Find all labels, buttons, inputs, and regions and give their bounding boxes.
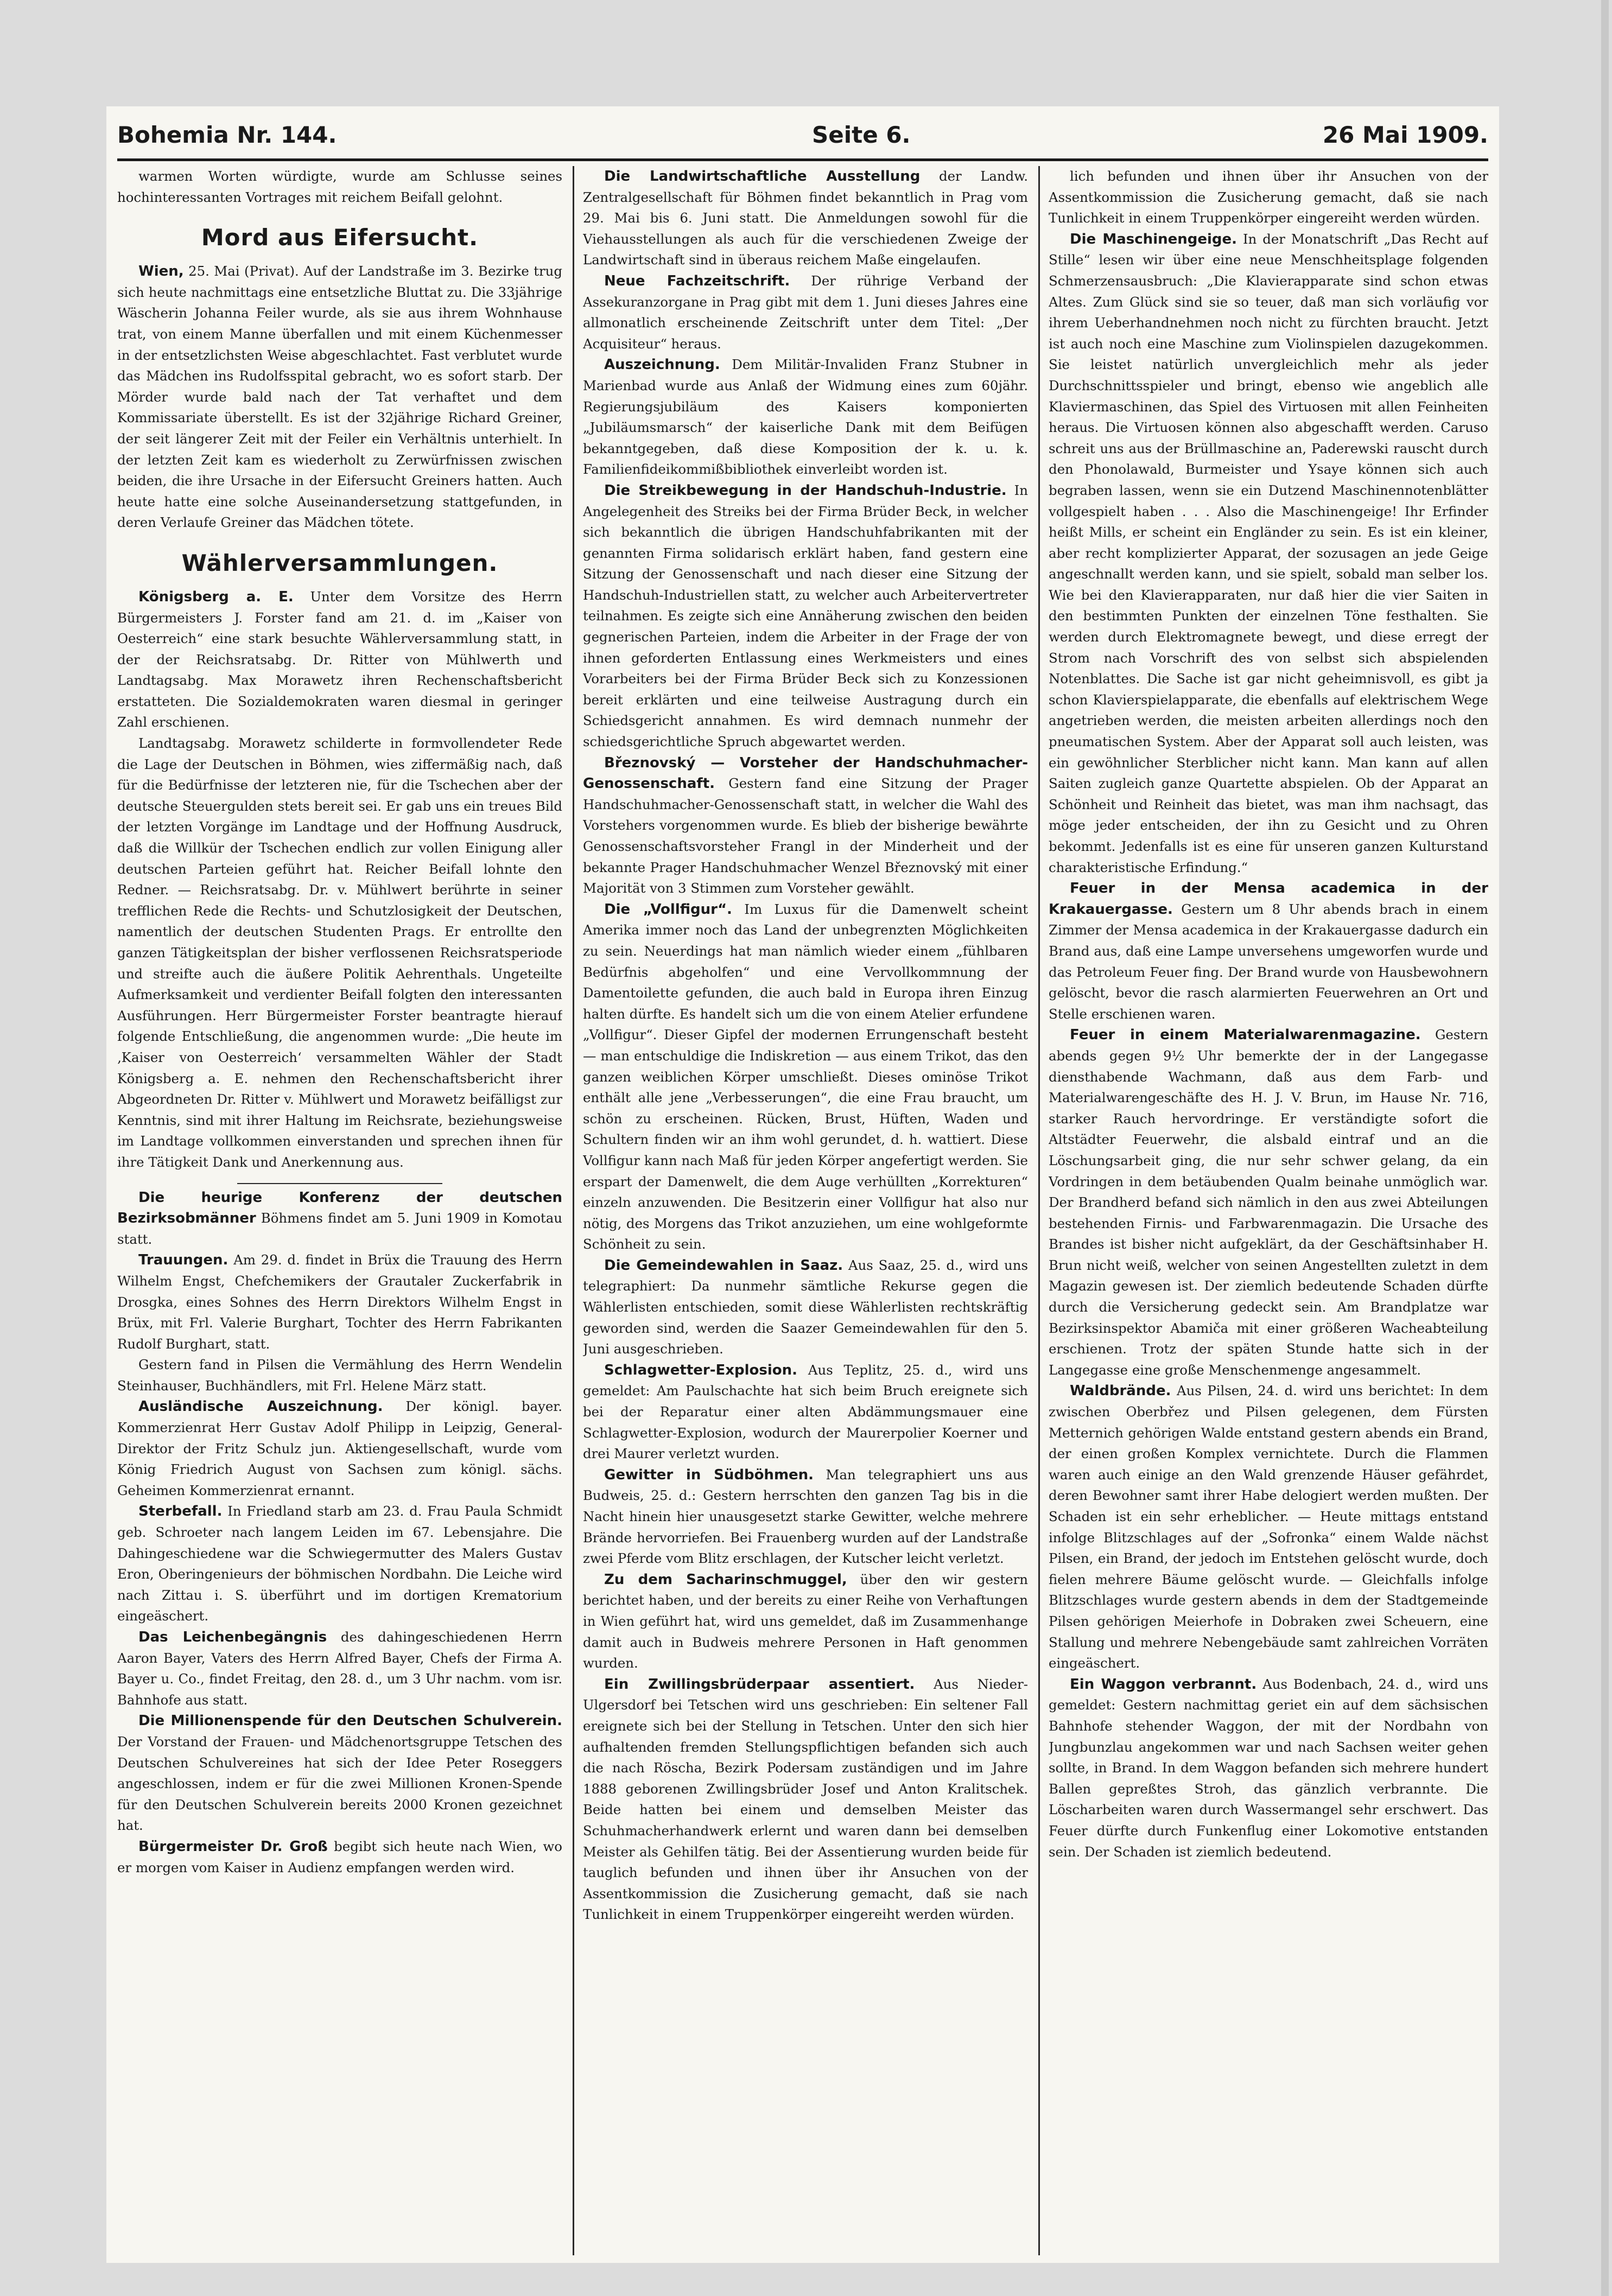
article-paragraph bbox=[1049, 229, 1488, 878]
article-headline: Bürgermeister Dr. Groß bbox=[138, 1838, 328, 1855]
article-paragraph bbox=[583, 1465, 1028, 1569]
newspaper-page bbox=[106, 106, 1499, 2263]
article-body: Aus Bodenbach, 24. d., wird uns gemeldet: Gestern nachmittag geriet ein auf dem sächsischen Bahnhofe stehender Waggon, der mit der Nordbahn von Jungbunzlau angekommen war und nach Sachsen weiter gehen sollte, in Brand. In dem Waggon befanden sich mehrere hundert Ballen gepreßtes Stroh, das gänzlich verbrannte. Die Löscharbeiten waren durch Wassermangel sehr erschwert. Das Feuer dürfte durch Funkenflug einer Lokomotive entstanden sein. Der Schaden ist ziemlich bedeutend. bbox=[1049, 1676, 1488, 1860]
article-paragraph bbox=[1049, 1381, 1488, 1674]
article-body: des dahingeschiedenen Herrn Aaron Bayer, Vaters des Herrn Alfred Bayer, Chefs der Firma A. Bayer u. Co., findet Freitag, den 28. d., um 3 Uhr nachm. vom isr. Bahnhofe aus statt. bbox=[117, 1629, 562, 1708]
section-heading: Wählerversammlungen. bbox=[181, 549, 498, 576]
article-paragraph bbox=[583, 166, 1028, 271]
article-headline: Ein Zwillingsbrüderpaar assentiert. bbox=[604, 1676, 915, 1693]
article-paragraph bbox=[117, 1354, 562, 1396]
article-headline: Gewitter in Südböhmen. bbox=[604, 1466, 814, 1483]
article-body: In Angelegenheit des Streiks bei der Firma Brüder Beck, in welcher sich bekanntlich die übrigen Handschuhfabrikanten mit der genannten Firma solidarisch erklärt haben, fand gestern eine Sitzung der Genossenschaft und nach dieser eine Sitzung der Handschuh-Industriellen statt, zu welcher auch Arbeitervertreter teilnahmen. Es zeigte sich eine Annäherung zwischen den beiden gegnerischen Parteien, indem die Arbeiter in der Frage der von ihnen geforderten Entlassung eines Werkmeisters und eines Vorarbeiters bei der Firma Brüder Beck sich zu Konzessionen bereit erklärten und eine teilweise Austragung durch ein Schiedsgericht annahmen. Es wird demnach nunmehr der schiedsgerichtliche Spruch abgewartet werden. bbox=[583, 482, 1028, 750]
article-paragraph bbox=[117, 587, 562, 733]
column-divider bbox=[1038, 166, 1040, 2255]
article-headline: Waldbrände. bbox=[1070, 1383, 1171, 1400]
article-body: Aus Pilsen, 24. d. wird uns berichtet: In dem zwischen Oberbřez und Pilsen gelegenen, dem Fürsten Metternich gehörigen Walde entstand gestern abends ein Brand, der einen großen Komplex vernichtete. Durch die Flammen waren auch einige an den Wald grenzende Häuser gefährdet, deren Bewohner samt ihrer Habe delogiert werden mußten. Der Schaden ist ein sehr erheblicher. — Heute mittags entstand infolge Blitzschlages auf der „Sofronka“ einem Walde nächst Pilsen, ein Brand, der jedoch im Entstehen gelöscht wurde, doch fielen mehrere Bäume gelöscht wurde. — Gleichfalls infolge Blitzschlages wurde gestern abends in dem der Stadtgemeinde Pilsen gehörigen Meierhofe in Dobraken zwei Scheuern, eine Stallung und mehrere Nebengebäude samt zahlreichen Vorräten eingeäschert. bbox=[1049, 1383, 1488, 1671]
article-headline: Zu dem Sacharinschmuggel, bbox=[604, 1571, 847, 1588]
article-body: Aus Saaz, 25. d., wird uns telegraphiert: Da nunmehr sämtliche Rekurse gegen die Wählerlisten entschieden, somit diese Wählerlisten rechtskräftig geworden sind, werden die Saazer Gemeindewahlen für den 5. Juni ausgeschrieben. bbox=[583, 1257, 1028, 1357]
article-headline: Die Gemeindewahlen in Saaz. bbox=[604, 1257, 843, 1274]
column-divider bbox=[573, 166, 574, 2255]
article-body: der Landw. Zentralgesellschaft für Böhmen findet bekanntlich in Prag vom 29. Mai bis 6. Juni statt. Die Anmeldungen sowohl für die Viehausstellungen als auch für die verschiedenen Zweige der Landwirtschaft sind in überaus reichem Maße eingelaufen. bbox=[583, 168, 1028, 268]
article-headline: Ein Waggon verbrannt. bbox=[1070, 1676, 1257, 1693]
article-paragraph bbox=[1049, 166, 1488, 229]
article-paragraph bbox=[1049, 878, 1488, 1025]
article-paragraph bbox=[1049, 1025, 1488, 1381]
article-headline: Auszeichnung. bbox=[604, 357, 720, 373]
page-number: Seite 6. bbox=[812, 122, 911, 148]
article-paragraph bbox=[117, 261, 562, 533]
article-body: Böhmens findet am 5. Juni 1909 in Komotau statt. bbox=[117, 1210, 562, 1247]
article-paragraph bbox=[583, 1360, 1028, 1465]
article-body: Der rührige Verband der Assekuranzorgane in Prag gibt mit dem 1. Juni dieses Jahres eine allmonatlich erscheinende Zeitschrift unter dem Titel: „Der Acquisiteur“ heraus. bbox=[583, 272, 1028, 352]
article-headline: Die Millionenspende für den Deutschen Schulverein. bbox=[138, 1713, 562, 1729]
article-paragraph bbox=[583, 1569, 1028, 1674]
article-paragraph bbox=[583, 1255, 1028, 1360]
article-headline: Neue Fachzeitschrift. bbox=[604, 272, 790, 289]
article-body: warmen Worten würdigte, wurde am Schlusse seines hochinteressanten Vortrages mit reichem Beifall gelohnt. bbox=[117, 168, 562, 205]
article-body: Unter dem Vorsitze des Herrn Bürgermeisters J. Forster fand am 21. d. im „Kaiser von Oesterreich“ eine stark besuchte Wählerversammlung statt, in der der Reichsratsabg. Dr. Ritter von Mühlwerth und Landtagsabg. Max Morawetz ihren Rechenschaftsbericht erstatteten. Die Sozialdemokraten waren diesmal in geringer Zahl erschienen. bbox=[117, 588, 562, 730]
article-paragraph bbox=[117, 1396, 562, 1501]
article-paragraph bbox=[117, 1627, 562, 1710]
article-headline: Schlagwetter-Explosion. bbox=[604, 1362, 798, 1378]
article-headline: Die Streikbewegung in der Handschuh-Industrie. bbox=[604, 482, 1007, 499]
article-paragraph bbox=[117, 733, 562, 1173]
article-headline: Wien, bbox=[138, 263, 184, 280]
article-headline: Ausländische Auszeichnung. bbox=[138, 1398, 383, 1415]
article-headline: Die „Vollfigur“. bbox=[604, 901, 732, 918]
article-body: Gestern um 8 Uhr abends brach in einem Zimmer der Mensa academica in der Krakauergasse dadurch ein Brand aus, daß eine Lampe unversehens umgeworfen wurde und das Petroleum Feuer fing. Der Brand wurde von Hausbewohnern gelöscht, bevor die rasch alarmierten Feuerwehren an Ort und Stelle erschienen waren. bbox=[1049, 901, 1488, 1022]
issue-label: Bohemia Nr. 144. bbox=[117, 122, 337, 148]
article-headline: Königsberg a. E. bbox=[138, 588, 294, 605]
article-paragraph bbox=[117, 1501, 562, 1627]
article-paragraph bbox=[583, 899, 1028, 1255]
section-heading: Mord aus Eifersucht. bbox=[201, 224, 479, 251]
article-headline: Feuer in einem Materialwarenmagazine. bbox=[1070, 1027, 1421, 1044]
article-body: begibt sich heute nach Wien, wo er morgen vom Kaiser in Audienz empfangen werden wird. bbox=[117, 1838, 562, 1875]
column-2 bbox=[583, 166, 1028, 2255]
article-paragraph bbox=[583, 271, 1028, 354]
article-body: In Friedland starb am 23. d. Frau Paula Schmidt geb. Schroeter nach langem Leiden im 67. Lebensjahre. Die Dahingeschiedene war die Schwiegermutter des Malers Gustav Eron, Oberingenieurs der böhmischen Nordbahn. Die Leiche wird nach Zittau i. S. überführt und im dortigen Krematorium eingeäschert. bbox=[117, 1503, 562, 1624]
issue-date: 26 Mai 1909. bbox=[1322, 122, 1488, 148]
article-paragraph bbox=[117, 166, 562, 208]
column-1 bbox=[117, 166, 562, 2255]
article-body: Aus Nieder-Ulgersdorf bei Tetschen wird uns geschrieben: Ein seltener Fall ereignete sich bei der Stellung in Tetschen. Unter den sich hier aufhaltenden fremden Stellungspflichtigen befanden sich auch die nach Röscha, Bezirk Podersam zuständigen und im Jahre 1888 geborenen Zwillingsbrüder Josef und Anton Kralitschek. Beide hatten bei einem und demselben Meister das Schuhmacherhandwerk erlernt und waren dann bei demselben Meister als Gehilfen tätig. Bei der Assentierung wurden beide für tauglich befunden und ihnen über ihr Ansuchen von der Assentkommission die Zusicherung gemacht, daß sie nach Tunlichkeit in einem Truppenkörper eingereiht werden würden. bbox=[583, 1676, 1028, 1923]
article-body: Der Vorstand der Frauen- und Mädchenortsgruppe Tetschen des Deutschen Schulvereines hat sich der Idee Peter Roseggers angeschlossen, indem er für die zwei Millionen Kronen-Spende für den Deutschen Schulverein bereits 2000 Kronen gezeichnet hat. bbox=[117, 1733, 562, 1834]
article-paragraph bbox=[117, 1836, 562, 1878]
article-body: lich befunden und ihnen über ihr Ansuchen von der Assentkommission die Zusicherung gemacht, daß sie nach Tunlichkeit in einem Truppenkörper eingereiht werden würden. bbox=[1049, 168, 1488, 226]
article-paragraph bbox=[117, 1250, 562, 1354]
article-headline: Die Maschinengeige. bbox=[1070, 231, 1237, 247]
article-paragraph bbox=[117, 1710, 562, 1836]
article-body: Gestern abends gegen 9½ Uhr bemerkte der in der Langegasse diensthabende Wachmann, daß aus dem Farb- und Materialwarengeschäfte des H. J. V. Brun, im Hause Nr. 716, starker Rauch hervordringe. Er verständigte sofort die Altstädter Feuerwehr, die alsbald eintraf und an die Löschungsarbeit ging, die nur sehr schwer gelang, da ein Vordringen in dem betäubenden Qualm beinahe unmöglich war. Der Brandherd befand sich nämlich in den aus zwei Abteilungen bestehenden Firnis- und Farbwarenmagazin. Die Ursache des Brandes ist bisher nicht aufgeklärt, da der Geschäftsinhaber H. Brun nicht weiß, welcher von seinen Angestellten zuletzt in dem Magazin gewesen ist. Der ziemlich bedeutende Schaden dürfte durch die Versicherung gedeckt sein. Am Brandplatze war Bezirksinspektor Abamiča mit einer größeren Wacheabteilung erschienen. Trotz der späten Stunde hatte sich in der Langegasse eine große Menschenmenge angesammelt. bbox=[1049, 1027, 1488, 1378]
article-paragraph bbox=[583, 1674, 1028, 1925]
article-headline: Trauungen. bbox=[138, 1252, 229, 1269]
page-header bbox=[117, 117, 1488, 155]
article-body: Der königl. bayer. Kommerzienrat Herr Gustav Adolf Philipp in Leipzig, General-Direktor der Fritz Schulz jun. Aktiengesellschaft, wurde vom König Friedrich August von Sachsen zum königl. sächs. Geheimen Kommerzienrat ernannt. bbox=[117, 1398, 562, 1498]
header-rule bbox=[117, 158, 1488, 161]
article-paragraph bbox=[117, 1187, 562, 1250]
article-body: Man telegraphiert uns aus Budweis, 25. d.: Gestern herrschten den ganzen Tag bis in die Nacht hinein hier unausgesetzt starke Gewitter, welche mehrere Brände hervorriefen. Bei Frauenberg wurden auf der Landstraße zwei Pferde vom Blitz erschlagen, der Kutscher leicht verletzt. bbox=[583, 1466, 1028, 1567]
scan-edge bbox=[1601, 0, 1609, 2296]
article-paragraph bbox=[1049, 1674, 1488, 1862]
article-body: In der Monatschrift „Das Recht auf Stille“ lesen wir über eine neue Menschheitsplage folgenden Schmerzensausbruch: „Die Klavierapparate sind schon etwas Altes. Zum Glück sind sie so teuer, daß man sich vorläufig vor ihrem Ueberhandnehmen noch nicht zu fürchten braucht. Jetzt ist auch noch eine Maschine zum Violinspielen dazugekommen. Sie leistet natürlich unvergleichlich mehr als jeder Durchschnittsspieler und bringt, ebenso wie angeblich alle Klaviermaschinen, das Spiel des Virtuosen mit allen Feinheiten heraus. Die Virtuosen können also abgeschafft werden. Caruso schreit uns aus der Brüllmaschine an, Paderewski rauscht durch den Phonolawald, Burmeister und Ysaye können sich auch begraben lassen, wenn sie ein Dutzend Maschinennotenblätter vollgespielt haben . . . Also die Maschinengeige! Ihr Erfinder heißt Mills, er scheint ein Engländer zu sein. Es ist ein kleiner, aber recht komplizierter Apparat, der sozusagen an jede Geige angeschnallt werden kann, und sie spielt, sobald man selber los. Wie bei den Klavierapparaten, nur daß hier die vier Saiten in den bestimmten Punkten der einzelnen Töne festhalten. Sie werden durch Elektromagnete bewegt, und diese erregt der Strom nach Vorschrift des von selbst sich abspielenden Notenblattes. Die Sache ist gar nicht geheimnisvoll, es gibt ja schon Klavierspielapparate, die ebenfalls auf elektrischem Wege angetrieben werden, die meisten arbeiten allerdings noch den pneumatischen System. Aber der Apparat soll auch leisten, was ein gewöhnlicher Sterblicher nicht kann. Man kann auf allen Saiten zugleich ganze Quartette abspielen. Ob der Apparat an Schönheit und Reinheit das bietet, was man ihm nachsagt, das möge jeder entscheiden, der ihn zu Gesicht und zu Ohren bekommt. Jedenfalls ist es eine für unseren ganzen Kulturstand charakteristische Erfindung.“ bbox=[1049, 231, 1488, 875]
article-body: 25. Mai (Privat). Auf der Landstraße im 3. Bezirke trug sich heute nachmittags eine entsetzliche Bluttat zu. Die 33jährige Wäscherin Johanna Feiler wurde, als sie aus ihrem Wohnhause trat, von einem Manne überfallen und mit einem Küchenmesser in der entsetzlichsten Weise abgeschlachtet. Fast verblutet wurde das Mädchen ins Rudolfsspital gebracht, wo es sofort starb. Der Mörder wurde bald nach der Tat verhaftet und dem Kommissariate überstellt. Es ist der 32jährige Richard Greiner, der seit längerer Zeit mit der Feiler ein Verhältnis unterhielt. In der letzten Zeit kam es wiederholt zu Zerwürfnissen zwischen beiden, die ihre Ursache in der Eifersucht Greiners hatten. Auch heute hatte eine solche Auseinandersetzung stattgefunden, in deren Verlaufe Greiner das Mädchen tötete. bbox=[117, 263, 562, 531]
article-body: Dem Militär-Invaliden Franz Stubner in Marienbad wurde aus Anlaß der Widmung eines zum 60jähr. Regierungsjubiläum des Kaisers komponierten „Jubiläumsmarsch“ der kaiserliche Dank mit dem Beifügen bekanntgegeben, daß diese Komposition der k. u. k. Familienfideikommißbibliothek einverleibt worden ist. bbox=[583, 357, 1028, 478]
article-body: Am 29. d. findet in Brüx die Trauung des Herrn Wilhelm Engst, Chefchemikers der Grautaler Zuckerfabrik in Drosgka, eines Sohnes des Herrn Direktors Wilhelm Engst in Brüx, mit Frl. Valerie Burghart, Tochter des Herrn Fabrikanten Rudolf Burghart, statt. bbox=[117, 1252, 562, 1352]
article-headline: Feuer in der Mensa academica in der Krakauergasse. bbox=[1049, 880, 1488, 918]
article-paragraph bbox=[583, 354, 1028, 480]
article-separator bbox=[237, 1183, 442, 1184]
article-headline: Březnovský — Vorsteher der Handschuhmacher-Genossenschaft. bbox=[583, 754, 1028, 792]
article-paragraph bbox=[583, 480, 1028, 753]
article-body: Landtagsabg. Morawetz schilderte in formvollendeter Rede die Lage der Deutschen in Böhmen, wies ziffermäßig nach, daß für die Bedürfnisse der letzteren nie, für die Tschechen aber der deutsche Steuergulden stets bereit sei. Er gab uns ein treues Bild der letzten Vorgänge im Landtage und der Hoffnung Ausdruck, daß die Willkür der Tschechen endlich zur vollen Einigung aller deutschen Parteien geführt hat. Reicher Beifall lohnte den Redner. — Reichsratsabg. Dr. v. Mühlwert berührte in seiner trefflichen Rede die Rechts- und Schutzlosigkeit der Deutschen, namentlich der deutschen Studenten Prags. Er entrollte den ganzen Tätigkeitsplan der bisher verflossenen Reichsratsperiode und streifte auch die äußere Politik Aehrenthals. Ungeteilte Aufmerksamkeit und verdienter Beifall folgten den interessanten Ausführungen. Herr Bürgermeister Forster beantragte hierauf folgende Entschließung, die angenommen wurde: „Die heute im ‚Kaiser von Oesterreich‘ versammelten Wähler der Stadt Königsberg a. E. nehmen den Rechenschaftsbericht ihrer Abgeordneten Dr. Ritter v. Mühlwert und Morawetz beifälligst zur Kenntnis, sind mit ihrer Haltung im Reichsrate, beziehungsweise im Landtage vollkommen einverstanden und sprechen ihnen für ihre Tätigkeit Dank und Anerkennung aus. bbox=[117, 735, 562, 1170]
article-body: Gestern fand eine Sitzung der Prager Handschuhmacher-Genossenschaft statt, in welcher die Wahl des Vorstehers vorgenommen wurde. Es blieb der bisherige bewährte Genossenschaftsvorsteher Frangl in der Minderheit und der bekannte Prager Handschuhmacher Wenzel Březnovský mit einer Majorität von 3 Stimmen zum Vorsteher gewählt. bbox=[583, 775, 1028, 896]
article-paragraph bbox=[583, 753, 1028, 899]
article-headline: Sterbefall. bbox=[138, 1503, 223, 1520]
article-headline: Die Landwirtschaftliche Ausstellung bbox=[604, 168, 921, 185]
column-3 bbox=[1049, 166, 1488, 2255]
article-body: über den wir gestern berichtet haben, und der bereits zu einer Reihe von Verhaftungen in Wien geführt hat, wird uns gemeldet, daß im Zusammenhange damit auch in Budweis mehrere Personen in Haft genommen wurden. bbox=[583, 1571, 1028, 1671]
article-body: Gestern fand in Pilsen die Vermählung des Herrn Wendelin Steinhauser, Buchhändlers, mit Frl. Helene März statt. bbox=[117, 1357, 562, 1394]
article-body: Aus Teplitz, 25. d., wird uns gemeldet: Am Paulschachte hat sich beim Bruch ereignete sich bei der Reparatur einer alten Abdämmungsmauer eine Schlagwetter-Explosion, wodurch der Maurerpolier Koerner und drei Maurer verletzt wurden. bbox=[583, 1362, 1028, 1462]
article-body: Im Luxus für die Damenwelt scheint Amerika immer noch das Land der unbegrenzten Möglichkeiten zu sein. Neuerdings hat man nämlich wieder einem „fühlbaren Bedürfnis abgeholfen“ und eine Vervollkommnung der Damentoilette gefunden, die auch bald in Europa ihren Einzug halten dürfte. Es handelt sich um die von einem Atelier erfundene „Vollfigur“. Dieser Gipfel der modernen Errungenschaft besteht — man entschuldige die Indiskretion — aus einem Trikot, das den ganzen weiblichen Körper umschließt. Dieses ominöse Trikot enthält alle jene „Verbesserungen“, die eine Frau braucht, um schön zu erscheinen. Rücken, Brust, Hüften, Waden und Schultern finden wir an ihm wohl gerundet, d. h. wattiert. Diese Vollfigur kann nach Maß für jeden Körper angefertigt werden. Sie erspart der Damenwelt, die dem Auge verhüllten „Korrekturen“ einzeln anzuwenden. Die Besitzerin einer Vollfigur hat also nur nötig, des Morgens das Trikot anzuziehen, um eine wohlgeformte Schönheit zu sein. bbox=[583, 901, 1028, 1252]
article-headline: Das Leichenbegängnis bbox=[138, 1629, 327, 1645]
article-headline: Die heurige Konferenz der deutschen Bezirksobmänner bbox=[117, 1189, 562, 1227]
